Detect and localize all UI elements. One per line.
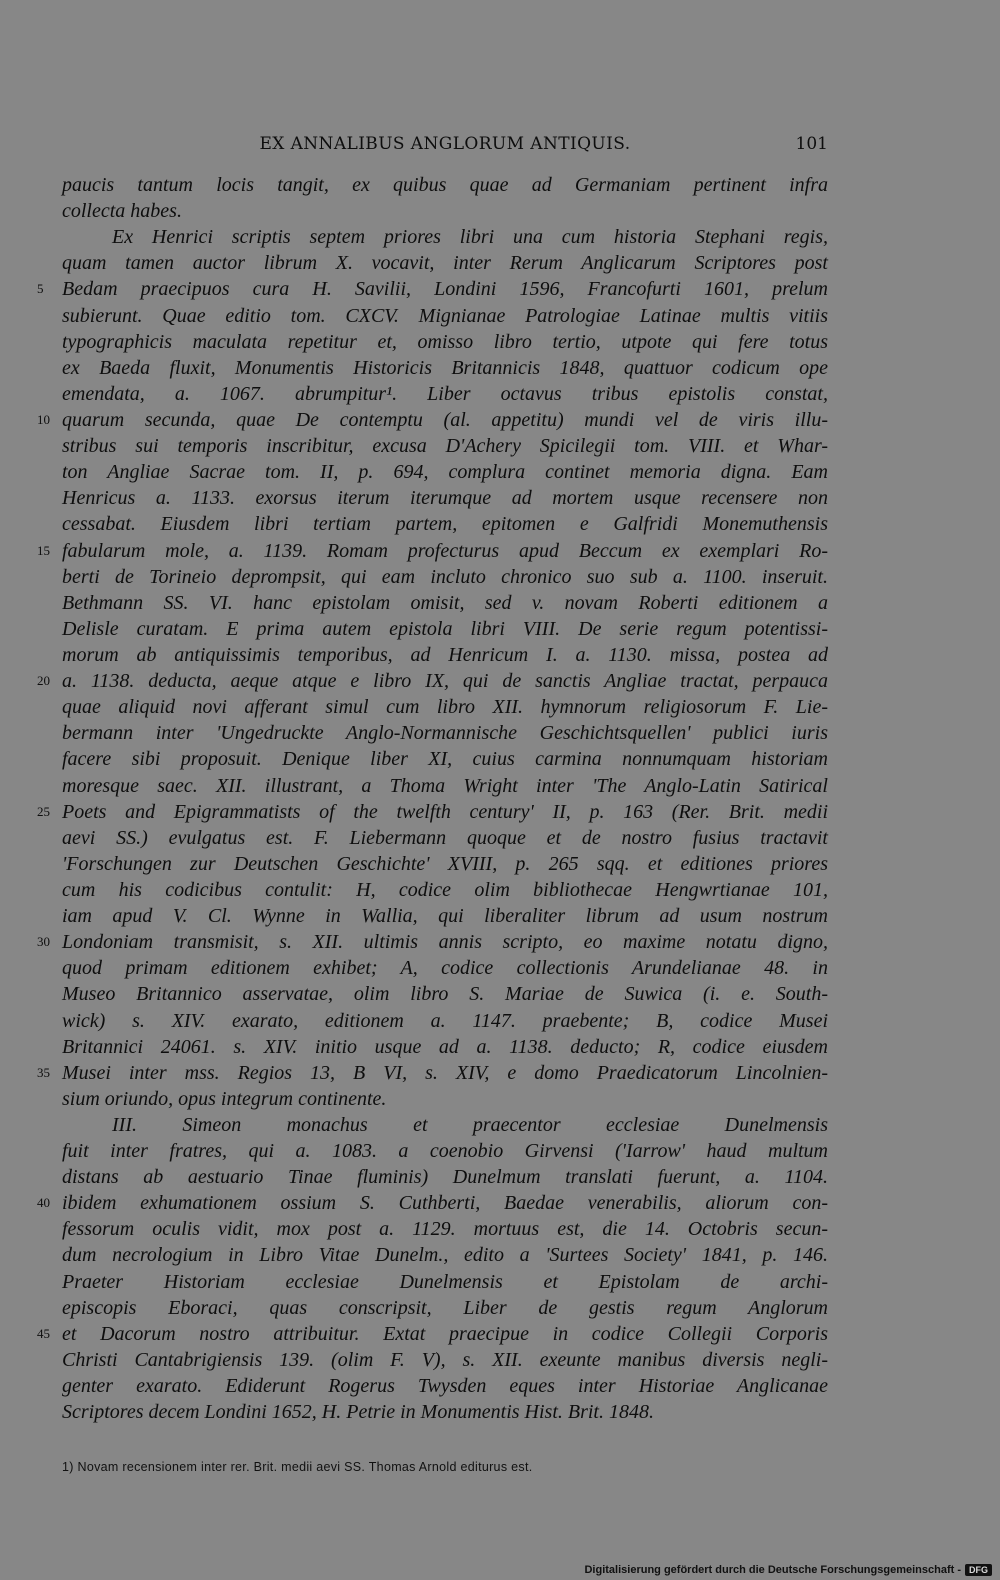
line-text: emendata, a. 1067. abrumpitur¹. Liber octavus tribus epistolis constat,: [62, 382, 828, 405]
text-line: [62, 642, 828, 668]
text-line: [62, 877, 828, 903]
text-line: [62, 355, 828, 381]
line-text: ibidem exhumationem ossium S. Cuthberti, Baedae venerabilis, aliorum con-: [62, 1192, 828, 1215]
line-text: ton Angliae Sacrae tom. II, p. 694, complura continet memoria digna. Eam: [62, 461, 828, 484]
line-text: Delisle curatam. E prima autem epistola libri VIII. De serie regum potentissi-: [62, 617, 828, 640]
line-text: 'Forschungen zur Deutschen Geschichte' XVIII, p. 265 sqq. et editiones priores: [62, 852, 828, 875]
dfg-logo-icon: DFG: [965, 1564, 992, 1576]
footnote: 1) Novam recensionem inter rer. Brit. medii aevi SS. Thomas Arnold editurus est.: [62, 1460, 533, 1474]
line-text: moresque saec. XII. illustrant, a Thoma Wright inter 'The Anglo-Latin Satirical: [62, 774, 828, 797]
line-text: cum his codicibus contulit: H, codice olim bibliothecae Hengwrtianae 101,: [62, 878, 828, 901]
page-number: 101: [795, 134, 828, 154]
text-line: [62, 720, 828, 746]
text-line: [37, 929, 828, 955]
text-line: [62, 1399, 828, 1425]
text-line: [62, 250, 828, 276]
text-line: [62, 746, 828, 772]
text-line: [62, 903, 828, 929]
digitization-credit: [584, 1564, 992, 1576]
line-text: typographicis maculata repetitur et, omisso libro tertio, utpote qui fere totus: [62, 330, 828, 353]
line-text: dum necrologium in Libro Vitae Dunelm., edito a 'Surtees Society' 1841, p. 146.: [62, 1244, 828, 1267]
line-text: wick) s. XIV. exarato, editionem a. 1147. praebente; B, codice Musei: [62, 1009, 828, 1032]
line-text: aevi SS.) evulgatus est. F. Liebermann quoque et de nostro fusius tractavit: [62, 826, 828, 849]
text-line: [62, 1295, 828, 1321]
line-number: 20: [37, 673, 50, 689]
line-text: genter exarato. Ediderunt Rogerus Twysden eques inter Historiae Anglicanae: [62, 1375, 828, 1398]
text-line: [62, 1347, 828, 1373]
text-line: [62, 564, 828, 590]
line-text: quarum secunda, quae De contemptu (al. appetitu) mundi vel de viris illu-: [62, 408, 828, 431]
line-text: Scriptores decem Londini 1652, H. Petrie in Monumentis Hist. Brit. 1848.: [62, 1401, 654, 1424]
line-text: Henricus a. 1133. exorsus iterum iterumque ad mortem usque recensere non: [62, 487, 828, 510]
text-line: [37, 668, 828, 694]
text-line: [62, 981, 828, 1007]
text-line: [37, 1190, 828, 1216]
text-line: [62, 825, 828, 851]
text-line: [62, 172, 828, 198]
text-line: [62, 1034, 828, 1060]
text-line: [62, 694, 828, 720]
line-text: fessorum oculis vidit, mox post a. 1129. mortuus est, die 14. Octobris secun-: [62, 1218, 828, 1241]
line-number: 45: [37, 1325, 50, 1341]
line-text: Londoniam transmisit, s. XII. ultimis annis scripto, eo maxime notatu digno,: [62, 931, 828, 954]
line-number: 40: [37, 1195, 50, 1211]
text-line: [62, 616, 828, 642]
text-line: [37, 1060, 828, 1086]
line-text: Praeter Historiam ecclesiae Dunelmensis et Epistolam de archi-: [62, 1270, 828, 1293]
line-text: cessabat. Eiusdem libri tertiam partem, epitomen e Galfridi Monemuthensis: [62, 513, 828, 536]
text-line: [37, 1321, 828, 1347]
text-line: [62, 459, 828, 485]
line-text: fuit inter fratres, qui a. 1083. a coenobio Girvensi ('Iarrow' haud multum: [62, 1140, 828, 1163]
line-text: Poets and Epigrammatists of the twelfth century' II, p. 163 (Rer. Brit. medii: [62, 800, 828, 823]
line-number: 25: [37, 803, 50, 819]
text-line: [62, 955, 828, 981]
line-number: 35: [37, 1064, 50, 1080]
line-text: episcopis Eboraci, quas conscripsit, Liber de gestis regum Anglorum: [62, 1296, 828, 1319]
line-text: et Dacorum nostro attribuitur. Extat praecipue in codice Collegii Corporis: [62, 1322, 828, 1345]
body-text: [37, 172, 828, 1425]
line-text: stribus sui temporis inscribitur, excusa D'Achery Spicilegii tom. VIII. et Whar-: [62, 435, 828, 458]
text-line: [37, 407, 828, 433]
text-line: [62, 198, 828, 224]
line-number: 10: [37, 411, 50, 427]
line-text: Museo Britannico asservatae, olim libro S. Mariae de Suwica (i. e. South-: [62, 983, 828, 1006]
text-line: [37, 799, 828, 825]
line-text: subierunt. Quae editio tom. CXCV. Mignianae Patrologiae Latinae multis vitiis: [62, 304, 828, 327]
line-text: Musei inter mss. Regios 13, B VI, s. XIV, e domo Praedicatorum Lincolnien-: [62, 1061, 828, 1084]
text-line: [62, 1242, 828, 1268]
line-text: III. Simeon monachus et praecentor ecclesiae Dunelmensis: [112, 1113, 828, 1136]
text-line: [62, 1373, 828, 1399]
text-line: [62, 381, 828, 407]
line-text: Bedam praecipuos cura H. Savilii, Londini 1596, Francofurti 1601, prelum: [62, 278, 828, 301]
running-header: [62, 134, 828, 158]
text-line: [62, 773, 828, 799]
text-line: [62, 1138, 828, 1164]
line-text: fabularum mole, a. 1139. Romam profecturus apud Beccum ex exemplari Ro-: [62, 539, 828, 562]
text-line: [62, 1086, 828, 1112]
running-title: EX ANNALIBUS ANGLORUM ANTIQUIS.: [259, 134, 631, 154]
line-text: distans ab aestuario Tinae fluminis) Dunelmum translati fuerunt, a. 1104.: [62, 1166, 828, 1189]
line-number: 30: [37, 934, 50, 950]
credit-text: Digitalisierung gefördert durch die Deutsche Forschungsgemeinschaft -: [584, 1564, 961, 1576]
line-text: Ex Henrici scriptis septem priores libri una cum historia Stephani regis,: [112, 226, 828, 249]
line-text: Christi Cantabrigiensis 139. (olim F. V), s. XII. exeunte manibus diversis negli-: [62, 1348, 828, 1371]
text-line: [62, 1112, 828, 1138]
text-line: [37, 538, 828, 564]
line-text: collecta habes.: [62, 200, 182, 223]
text-line: [62, 851, 828, 877]
line-text: paucis tantum locis tangit, ex quibus quae ad Germaniam pertinent infra: [62, 174, 828, 196]
text-line: [62, 511, 828, 537]
line-text: iam apud V. Cl. Wynne in Wallia, qui liberaliter librum ad usum nostrum: [62, 905, 828, 928]
line-text: Britannici 24061. s. XIV. initio usque ad a. 1138. deducto; R, codice eiusdem: [62, 1035, 828, 1058]
line-text: ex Baeda fluxit, Monumentis Historicis Britannicis 1848, quattuor codicum ope: [62, 356, 828, 379]
text-line: [37, 276, 828, 302]
text-line: [62, 1216, 828, 1242]
line-text: Bethmann SS. VI. hanc epistolam omisit, sed v. novam Roberti editionem a: [62, 591, 828, 614]
line-text: facere sibi proposuit. Denique liber XI, cuius carmina nonnumquam historiam: [62, 748, 828, 771]
text-line: [62, 303, 828, 329]
line-text: a. 1138. deducta, aeque atque e libro IX, qui de sanctis Angliae tractat, perpauca: [62, 670, 828, 693]
line-text: quod primam editionem exhibet; A, codice collectionis Arundelianae 48. in: [62, 957, 828, 980]
text-line: [62, 329, 828, 355]
text-line: [62, 485, 828, 511]
text-line: [62, 1164, 828, 1190]
line-number: 5: [37, 281, 44, 297]
text-line: [62, 1269, 828, 1295]
line-number: 15: [37, 542, 50, 558]
line-text: morum ab antiquissimis temporibus, ad Henricum I. a. 1130. missa, postea ad: [62, 643, 828, 666]
text-line: [62, 224, 828, 250]
line-text: quam tamen auctor librum X. vocavit, inter Rerum Anglicarum Scriptores post: [62, 252, 828, 275]
line-text: berti de Torineio deprompsit, qui eam incluto chronico suo sub a. 1100. inseruit.: [62, 565, 828, 588]
line-text: bermann inter 'Ungedruckte Anglo-Normannische Geschichtsquellen' publici iuris: [62, 722, 828, 745]
text-line: [62, 1008, 828, 1034]
line-text: sium oriundo, opus integrum continente.: [62, 1087, 387, 1110]
text-line: [62, 590, 828, 616]
line-text: quae aliquid novi afferant simul cum libro XII. hymnorum religiosorum F. Lie-: [62, 696, 828, 719]
text-line: [62, 433, 828, 459]
